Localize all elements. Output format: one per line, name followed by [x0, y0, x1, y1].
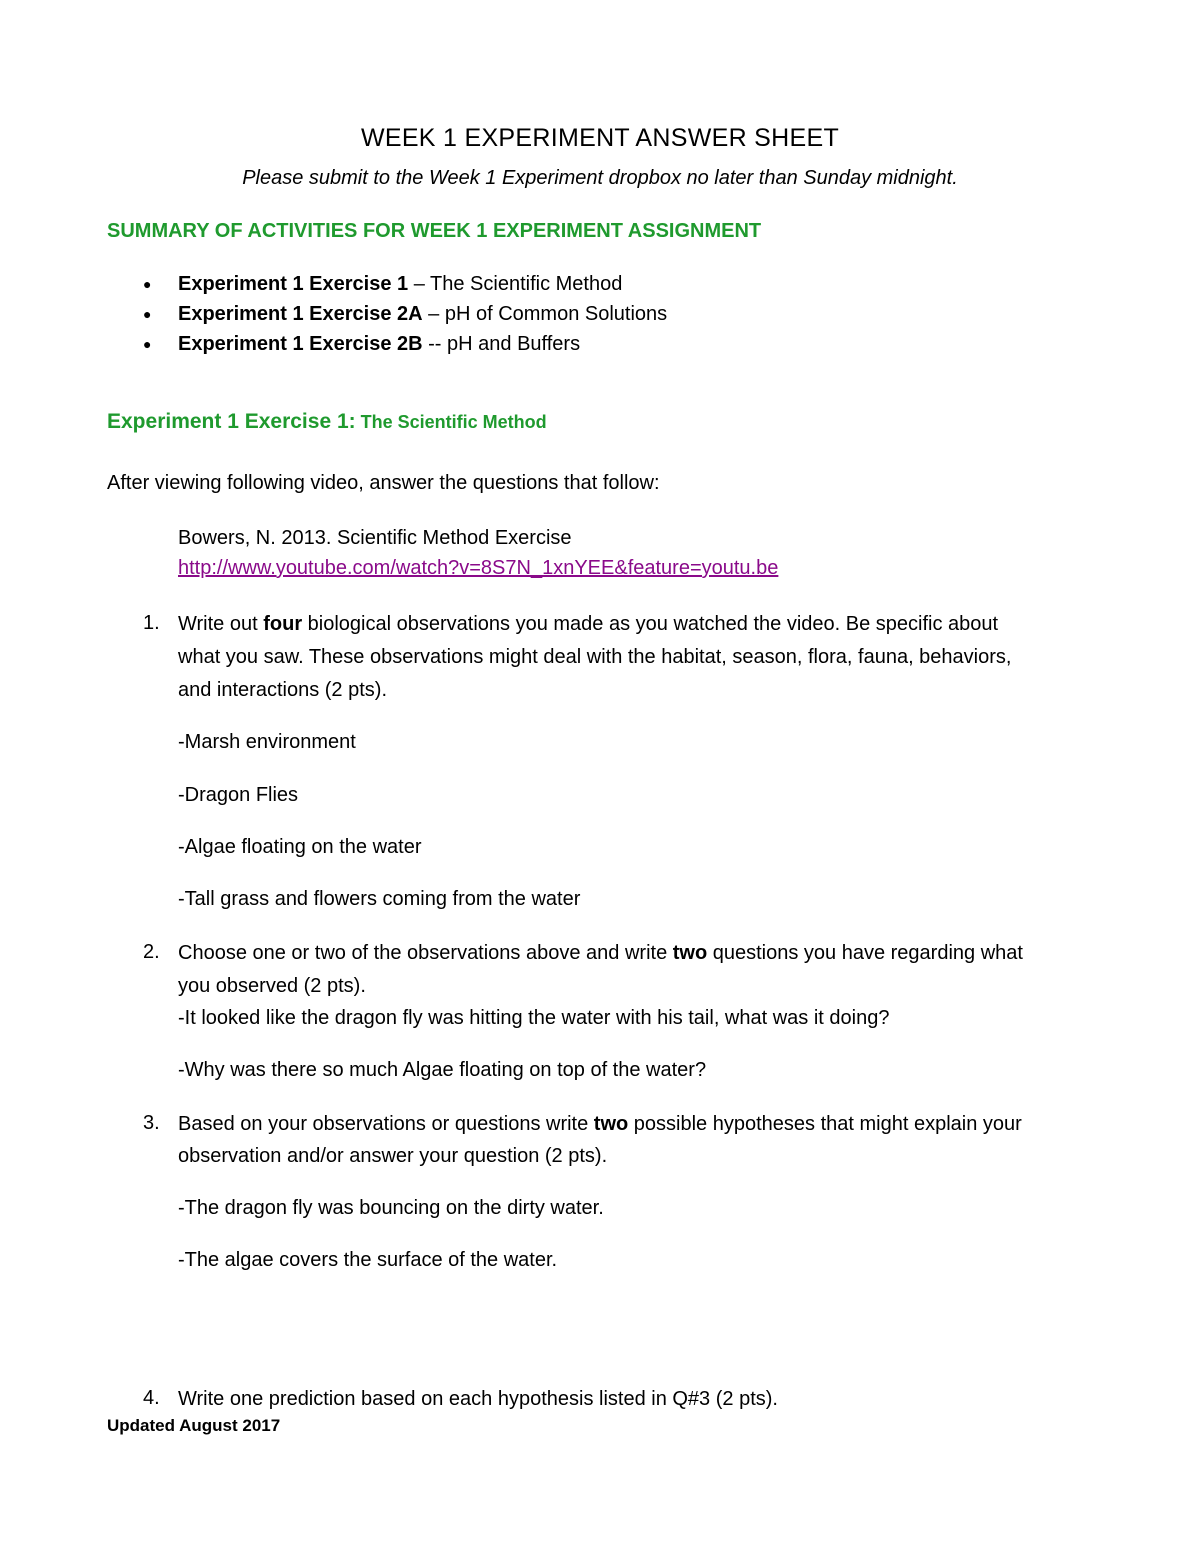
summary-item-text: -- pH and Buffers	[422, 333, 581, 355]
question-emphasis: two	[593, 1113, 629, 1135]
video-citation: Bowers, N. 2013. Scientific Method Exercise	[178, 527, 572, 549]
summary-item-bold: Experiment 1 Exercise 1	[178, 273, 409, 295]
answer-line: -Why was there so much Algae floating on top of the water?	[178, 1059, 707, 1081]
question-text: questions you have regarding what	[707, 942, 1023, 964]
summary-item-bold: Experiment 1 Exercise 2A	[178, 303, 423, 325]
exercise-heading	[107, 410, 547, 434]
summary-item-text: – pH of Common Solutions	[422, 303, 668, 325]
question-2-line-2: you observed (2 pts).	[178, 975, 366, 997]
question-3-line-2: observation and/or answer your question (2 pts).	[178, 1145, 608, 1167]
exercise-intro: After viewing following video, answer the questions that follow:	[107, 472, 660, 494]
question-text: Write out	[178, 613, 264, 635]
bullet-icon: ●	[143, 336, 152, 352]
question-2-line-1	[178, 941, 1023, 965]
question-text: Based on your observations or questions write	[178, 1113, 594, 1135]
answer-line: -Algae floating on the water	[178, 836, 422, 858]
question-3-line-1	[178, 1112, 1022, 1136]
summary-item-text: – The Scientific Method	[408, 273, 623, 295]
summary-item	[178, 272, 622, 296]
page-footer: Updated August 2017	[107, 1416, 281, 1435]
question-text: Choose one or two of the observations above and write	[178, 942, 673, 964]
video-link[interactable]: http://www.youtube.com/watch?v=8S7N_1xnYEE&feature=youtu.be	[178, 557, 779, 579]
summary-item-bold: Experiment 1 Exercise 2B	[178, 333, 423, 355]
question-1-line-2: what you saw. These observations might deal with the habitat, season, flora, fauna, behaviors,	[178, 646, 1012, 668]
question-number: 2.	[143, 941, 160, 963]
exercise-heading-sub: The Scientific Method	[355, 412, 547, 432]
summary-heading: SUMMARY OF ACTIVITIES FOR WEEK 1 EXPERIMENT ASSIGNMENT	[107, 220, 762, 242]
summary-item	[178, 302, 667, 326]
summary-item	[178, 332, 580, 356]
answer-line: -Tall grass and flowers coming from the water	[178, 888, 581, 910]
question-4-line-1: Write one prediction based on each hypothesis listed in Q#3 (2 pts).	[178, 1388, 778, 1410]
question-1-line-1	[178, 612, 998, 636]
question-1-line-3: and interactions (2 pts).	[178, 679, 387, 701]
question-number: 1.	[143, 612, 160, 634]
exercise-heading-main: Experiment 1 Exercise 1:	[107, 410, 356, 433]
answer-line: -Dragon Flies	[178, 784, 299, 806]
question-emphasis: four	[263, 613, 303, 635]
bullet-icon: ●	[143, 306, 152, 322]
page-title: WEEK 1 EXPERIMENT ANSWER SHEET	[360, 124, 840, 152]
question-emphasis: two	[672, 942, 708, 964]
bullet-icon: ●	[143, 276, 152, 292]
page-subtitle: Please submit to the Week 1 Experiment dropbox no later than Sunday midnight.	[242, 167, 958, 189]
answer-line: -Marsh environment	[178, 731, 356, 753]
answer-line: -It looked like the dragon fly was hitting the water with his tail, what was it doing?	[178, 1007, 890, 1029]
answer-line: -The algae covers the surface of the water.	[178, 1249, 558, 1271]
question-number: 4.	[143, 1387, 160, 1409]
question-text: possible hypotheses that might explain your	[628, 1113, 1022, 1135]
answer-line: -The dragon fly was bouncing on the dirty water.	[178, 1197, 604, 1219]
question-number: 3.	[143, 1112, 160, 1134]
question-text: biological observations you made as you watched the video. Be specific about	[302, 613, 999, 635]
